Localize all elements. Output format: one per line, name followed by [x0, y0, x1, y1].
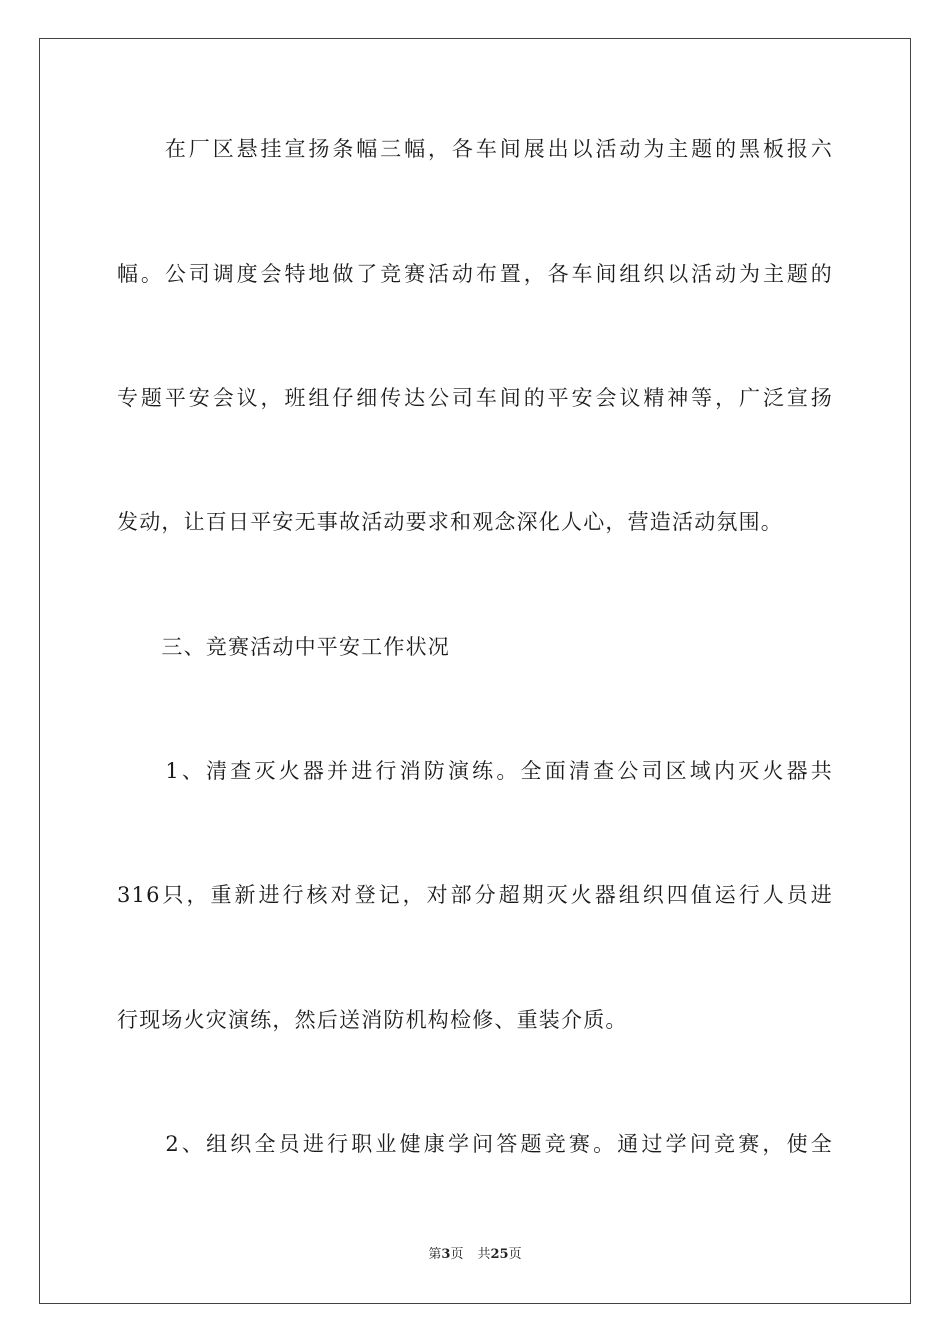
text-line: 幅。公司调度会特地做了竞赛活动布置，各车间组织以活动为主题的 [117, 262, 833, 286]
text-line: 专题平安会议，班组仔细传达公司车间的平安会议精神等，广泛宣扬 [117, 386, 833, 410]
page-footer [0, 1246, 950, 1264]
text-line: 2、组织全员进行职业健康学问答题竞赛。通过学问竞赛，使全 [117, 1132, 833, 1156]
text-line: 1、清查灭火器并进行消防演练。全面清查公司区域内灭火器共 [117, 759, 833, 783]
page-number: 第3页 [428, 1247, 464, 1262]
text-line: 发动，让百日平安无事故活动要求和观念深化人心，营造活动氛围。 [117, 510, 783, 534]
text-line: 行现场火灾演练，然后送消防机构检修、重装介质。 [117, 1008, 628, 1032]
section-heading: 三、竞赛活动中平安工作状况 [117, 635, 450, 659]
page-border [39, 38, 911, 1304]
text-line: 在厂区悬挂宣扬条幅三幅，各车间展出以活动为主题的黑板报六 [117, 137, 833, 161]
page-total: 共25页 [477, 1247, 522, 1262]
text-line: 316只，重新进行核对登记，对部分超期灭火器组织四值运行人员进 [117, 883, 833, 907]
